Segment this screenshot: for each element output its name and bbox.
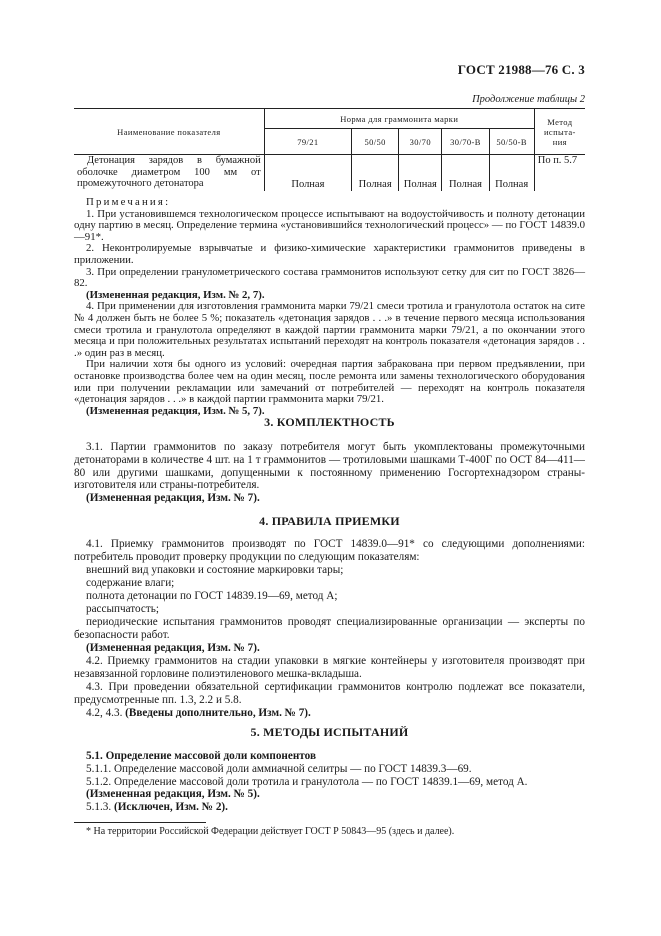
column-header-indicator: Наименование показателя [74, 109, 264, 155]
paragraph-4-1: 4.1. Приемку граммонитов производят по ГОСТ 14839.0—91* со следующими дополнениями: потребитель проводит проверку продукции по следующим показателям: [74, 538, 585, 563]
excluded-text: (Исключен, Изм. № 2). [113, 801, 228, 814]
page-header: ГОСТ 21988—76 С. 3 [457, 62, 585, 77]
paragraph-5-1-3 [74, 801, 585, 814]
section-3-edit: (Измененная редакция, Изм. № 7). [86, 492, 260, 505]
paragraph-4-amend [74, 707, 585, 720]
amend-text: (Введены дополнительно, Изм. № 7). [125, 707, 311, 719]
section-4-edit: (Измененная редакция, Изм. № 7). [86, 642, 260, 654]
section-3 [74, 417, 585, 429]
notes-block [74, 197, 585, 417]
note-1: 1. При установившемся технологическом процессе испытывают на водоустойчивость и полноту детонации одну партию в месяц. Определение термина «установившийся технологический процесс» — по ГОСТ 14839.0—91*. [74, 207, 585, 243]
section-5-edit: (Измененная редакция, Изм. № 5). [86, 788, 260, 801]
paragraph-number: 5.1.3. [86, 801, 112, 814]
note-4-continuation: При наличии хотя бы одного из условий: очередная партия забракована при первом предъявлении, при остановке производства более чем на один месяц, после ремонта или замены технологического оборудования или при получении рекламации или замечаний от потребителей — переходят на контроль показателя «детонация зарядов . . .» в каждой партии граммонита марки 79/21. [74, 358, 585, 406]
row-indicator-name: Детонация зарядов в бумажной оболочке диаметром 100 мм от промежуточного детонатора [77, 155, 261, 189]
amend-ref: 4.2, 4.3. [86, 707, 123, 719]
grade-header: 30/70 [399, 129, 442, 155]
notes-heading: Примечания: [86, 196, 171, 208]
paragraph-4-2: 4.2. Приемку граммонитов на стадии упаковки в мягкие контейнеры у изготовителя производят при незавязанной горловине полиэтиленового мешка-вкладыша. [74, 655, 585, 680]
footnote-divider [74, 822, 206, 823]
note-2: 2. Неконтролируемые взрывчатые и физико-химические характеристики граммонитов приведены в приложении. [74, 242, 585, 266]
list-item: содержание влаги; [86, 577, 175, 589]
section-4-title: 4. ПРАВИЛА ПРИЕМКИ [259, 514, 400, 528]
column-header-norm: Норма для граммонита марки [264, 109, 534, 129]
norms-table [74, 108, 585, 191]
note-4-edit: (Измененная редакция, Изм. № 5, 7). [86, 404, 265, 417]
grade-header: 50/50-В [489, 129, 534, 155]
paragraph-4-3: 4.3. При проведении обязательной сертификации граммонитов контролю подлежат все показатели, предусмотренные пп. 1.3, 2.2 и 5.8. [74, 681, 585, 706]
section-5-title: 5. МЕТОДЫ ИСПЫТАНИЙ [250, 725, 409, 739]
footnote: * На территории Российской Федерации действует ГОСТ Р 50843—95 (здесь и далее). [86, 826, 455, 837]
list-item: периодические испытания граммонитов проводят специализированные организации — эксперты по безопасности работ. [74, 616, 585, 641]
note-3-edit: (Измененная редакция, Изм. № 2, 7). [86, 288, 265, 301]
list-item: полнота детонации по ГОСТ 14839.19—69, метод А; [86, 590, 338, 602]
table-continuation-label: Продолжение таблицы 2 [472, 94, 585, 105]
note-4: 4. При применении для изготовления граммонита марки 79/21 смеси тротила и гранулотола остаток на сите № 4 должен быть не более 5 %; показатель «детонация зарядов . . .» в течение первого месяца использования смеси тротила и гранулотола определяют в каждой партии граммонита марки 79/21, а по окончании этого месяца и при положительных результатах испытаний переходят на контроль показателя «детонация зарядов . . .» один раз в месяц. [74, 300, 585, 359]
table-cell-value: Полная [489, 155, 534, 191]
row-method: По п. 5.7 [534, 155, 585, 191]
column-header-method: Метод испыта-ния [534, 109, 585, 155]
section-5-body [74, 750, 585, 814]
paragraph-5-1-2: 5.1.2. Определение массовой доли тротила и гранулотола — по ГОСТ 14839.1—69, метод А. [86, 775, 528, 788]
section-4 [74, 516, 585, 528]
section-3-body [74, 441, 585, 505]
paragraph-3-1: 3.1. Партии граммонитов по заказу потребителя могут быть укомплектованы промежуточными детонаторами в количестве 4 шт. на 1 т граммонитов — тротиловыми шашками Т-400Г по ОСТ 84—411—80 или другими шашками, допущенными к постоянному применению Госгортехнадзором страны-изготовителя или страны-потребителя. [74, 441, 585, 492]
section-3-title: 3. КОМПЛЕКТНОСТЬ [264, 415, 395, 429]
table-cell-value: Полная [442, 155, 489, 191]
table-cell-value: Полная [264, 155, 351, 191]
note-3: 3. При определении гранулометрического состава граммонитов используют сетку для сит по ГОСТ 3826—82. [74, 265, 585, 290]
grade-header: 50/50 [352, 129, 399, 155]
list-item: рассыпчатость; [86, 603, 159, 615]
table-cell-value: Полная [399, 155, 442, 191]
section-4-body [74, 538, 585, 720]
subsection-5-1-title: 5.1. Определение массовой доли компонентов [86, 750, 316, 762]
section-5 [74, 727, 585, 739]
paragraph-5-1-1: 5.1.1. Определение массовой доли аммиачной селитры — по ГОСТ 14839.3—69. [86, 762, 472, 775]
table-cell-value: Полная [352, 155, 399, 191]
list-item: внешний вид упаковки и состояние маркировки тары; [86, 564, 344, 576]
grade-header: 79/21 [264, 129, 351, 155]
grade-header: 30/70-В [442, 129, 489, 155]
